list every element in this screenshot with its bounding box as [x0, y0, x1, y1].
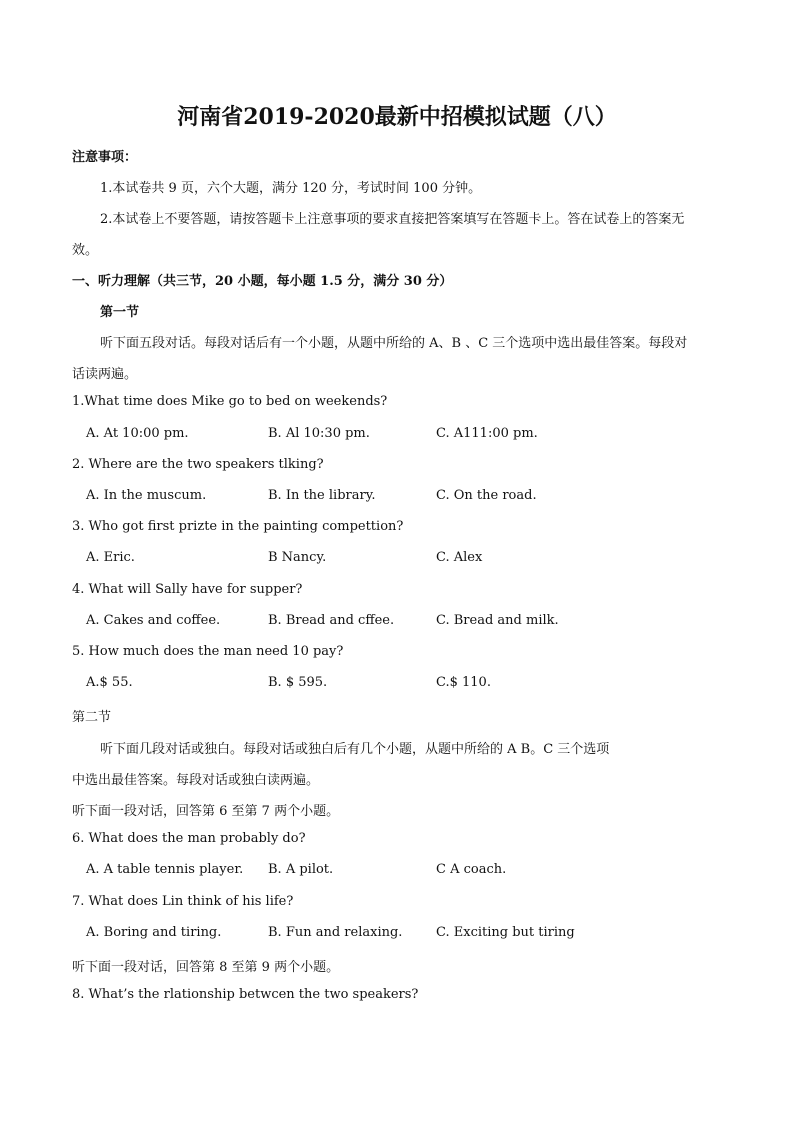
- q4-option-b: B. Bread and cffee.: [268, 613, 395, 628]
- notice-item-2-cont: 效。: [72, 243, 99, 258]
- q1-option-a: A. At 10:00 pm.: [86, 426, 189, 441]
- q2-option-a: A. In the muscum.: [86, 488, 207, 503]
- question-8: 8. What’s the rlationship betwcen the two speakers?: [72, 987, 419, 1002]
- q6-option-c: C A coach.: [436, 862, 507, 877]
- part2-instruction-1: 听下面几段对话或独白。每段对话或独白后有几个小题，从题中所给的 A B。C 三个选项: [100, 742, 610, 757]
- page-title: 河南省2019-2020最新中招模拟试题（八）: [177, 104, 617, 130]
- q2-option-c: C. On the road.: [436, 488, 537, 503]
- notice-heading: 注意事项：: [72, 150, 138, 165]
- notice-item-2: 2.本试卷上不要答题，请按答题卡上注意事项的要求直接把答案填写在答题卡上。答在试卷上的答案无: [100, 212, 685, 227]
- question-3: 3. Who got first prizte in the painting compettion?: [72, 519, 404, 534]
- q5-option-c: C.$ 110.: [436, 675, 491, 690]
- q6-option-a: A. A table tennis player.: [86, 862, 244, 877]
- section1-heading: 一、听力理解（共三节，20 小题，每小题 1.5 分，满分 30 分）: [72, 274, 453, 289]
- notice-item-1: 1.本试卷共 9 页，六个大题，满分 120 分，考试时间 100 分钟。: [100, 181, 482, 196]
- q5-option-a: A.$ 55.: [86, 675, 133, 690]
- q1-option-c: C. A111:00 pm.: [436, 426, 538, 441]
- part2-instruction-2: 中选出最佳答案。每段对话或独白读两遍。: [72, 773, 320, 788]
- q1-option-b: B. Al 10:30 pm.: [268, 426, 370, 441]
- part1-title: 第一节: [100, 305, 140, 320]
- question-7: 7. What does Lin think of his life?: [72, 894, 294, 909]
- q3-option-a: A. Eric.: [86, 550, 135, 565]
- part1-instruction-2: 话读两遍。: [72, 367, 138, 382]
- part1-instruction-1: 听下面五段对话。每段对话后有一个小题，从题中所给的 A、B 、C 三个选项中选出最佳答案。每段对: [100, 336, 688, 351]
- part2-title: 第二节: [72, 710, 112, 725]
- question-4: 4. What will Sally have for supper?: [72, 582, 303, 597]
- q4-option-a: A. Cakes and coffee.: [86, 613, 221, 628]
- q7-option-b: B. Fun and relaxing.: [268, 925, 403, 940]
- q7-option-c: C. Exciting but tiring: [436, 925, 575, 940]
- question-2: 2. Where are the two speakers tlking?: [72, 457, 324, 472]
- question-1: 1.What time does Mike go to bed on weekends?: [72, 394, 388, 409]
- q3-option-b: B Nancy.: [268, 550, 327, 565]
- q2-option-b: B. In the library.: [268, 488, 376, 503]
- question-5: 5. How much does the man need 10 pay?: [72, 644, 344, 659]
- q4-option-c: C. Bread and milk.: [436, 613, 559, 628]
- q6-option-b: B. A pilot.: [268, 862, 334, 877]
- q7-option-a: A. Boring and tiring.: [86, 925, 222, 940]
- group-1-instruction: 听下面一段对话，回答第 6 至第 7 两个小题。: [72, 804, 340, 819]
- group-2-instruction: 听下面一段对话，回答第 8 至第 9 两个小题。: [72, 960, 340, 975]
- question-6: 6. What does the man probably do?: [72, 831, 306, 846]
- q5-option-b: B. $ 595.: [268, 675, 328, 690]
- q3-option-c: C. Alex: [436, 550, 483, 565]
